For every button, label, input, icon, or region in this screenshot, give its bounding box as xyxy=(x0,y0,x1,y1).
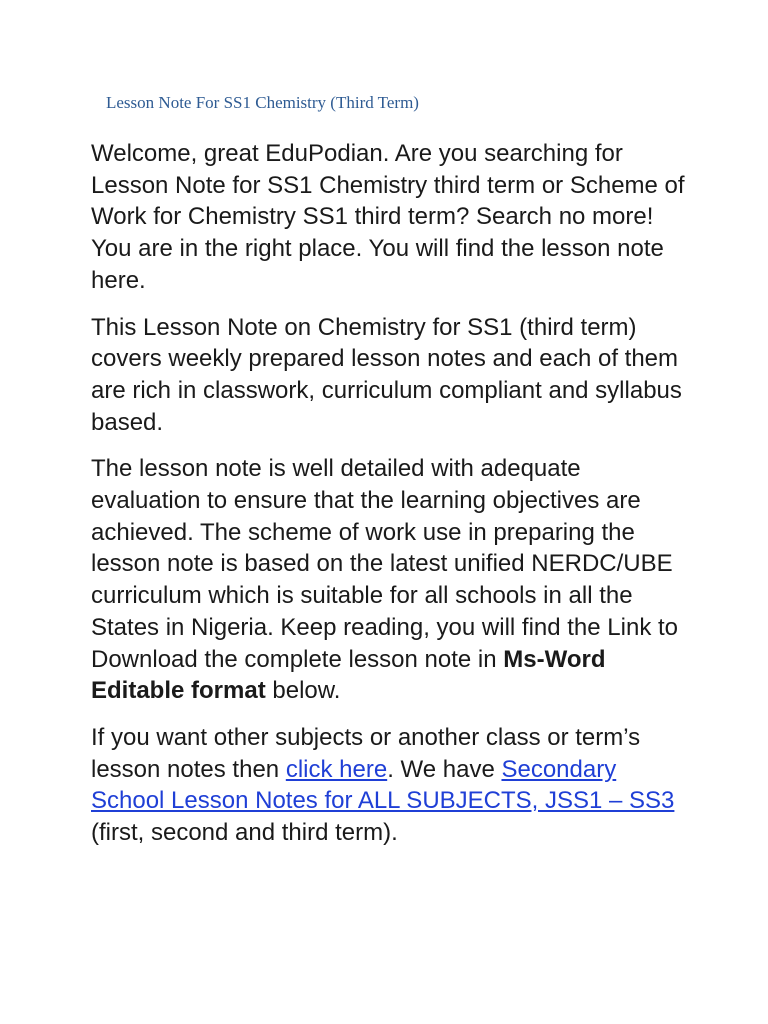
page-title: Lesson Note For SS1 Chemistry (Third Term) xyxy=(106,93,419,112)
format-emphasis: Ms-Word Editable format xyxy=(91,645,606,705)
paragraph-coverage: This Lesson Note on Chemistry for SS1 (third term) covers weekly prepared lesson notes and each of them are rich in classwork, curriculum compliant and syllabus based. xyxy=(91,313,682,436)
details-text: The lesson note is well detailed with adequate evaluation to ensure that the learning objectives are achieved. The scheme of work use in preparing the lesson note is based on the latest unified NERDC/UBE curriculum which is suitable for all schools in all the States in Nigeria. Keep reading, you will find the Link to Download the complete lesson note in xyxy=(91,455,679,673)
paragraph-welcome: Welcome, great EduPodian. Are you searching for Lesson Note for SS1 Chemistry third term or Scheme of Work for Chemistry SS1 third term? Search no more! You are in the right place. You will find the lesson note here. xyxy=(91,140,685,294)
click-here-link[interactable]: click here xyxy=(285,755,388,783)
secondary-lesson-notes-link[interactable]: Secondary School Lesson Notes for ALL SUBJECTS, JSS1 – SS3 xyxy=(91,755,675,815)
details-text-end: below. xyxy=(265,677,341,705)
paragraph-details xyxy=(91,453,691,707)
other-subjects-text: If you want other subjects or another class or term’s lesson notes then xyxy=(91,723,641,783)
paragraph-other-subjects xyxy=(91,722,691,849)
article-body xyxy=(91,138,691,864)
other-subjects-text-end: (first, second and third term). xyxy=(91,819,398,847)
other-subjects-text-mid: . We have xyxy=(387,755,502,783)
